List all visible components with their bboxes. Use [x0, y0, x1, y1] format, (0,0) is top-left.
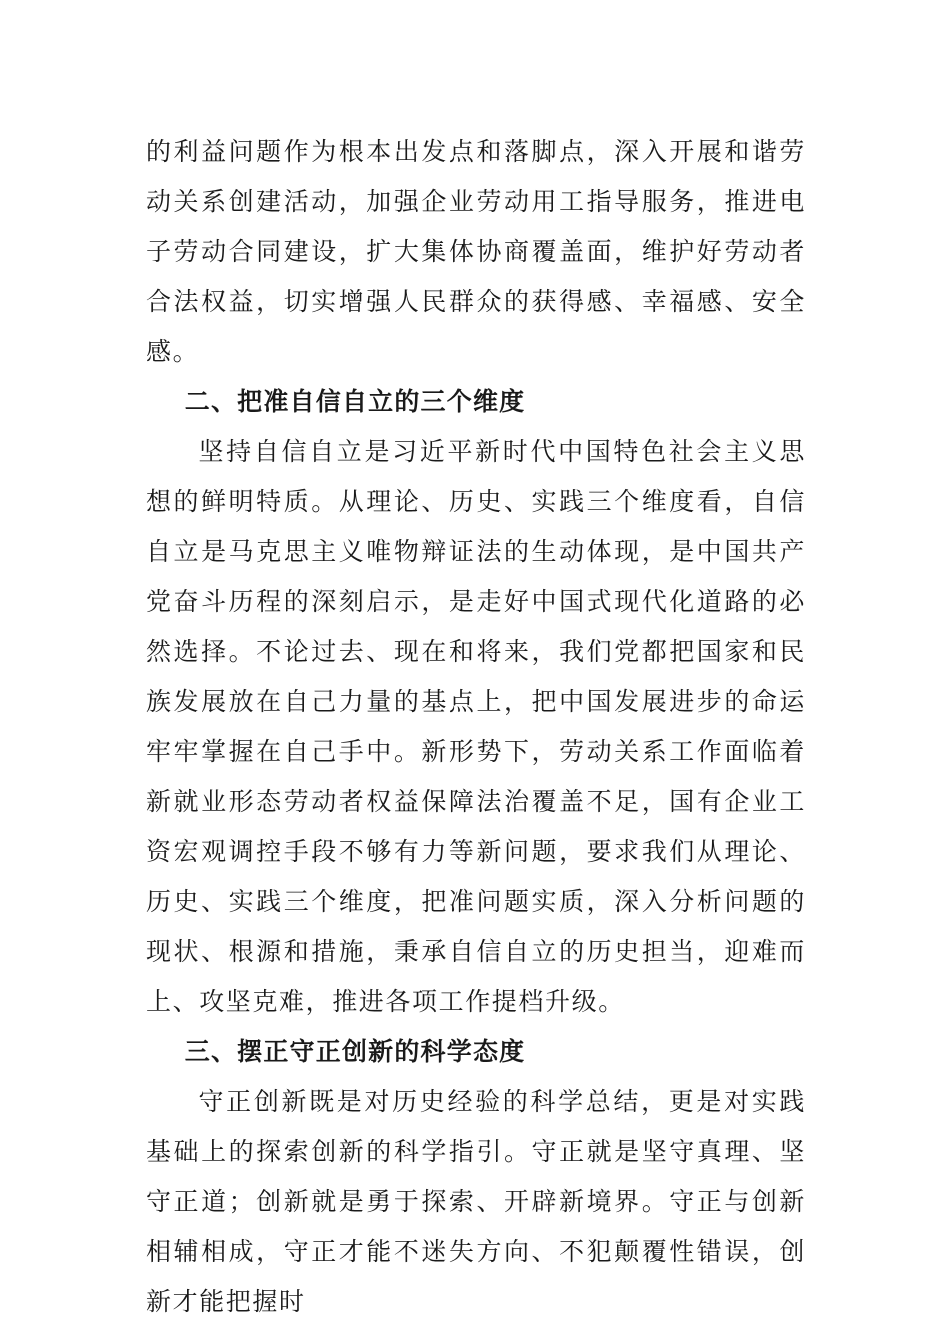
section-heading-3: 三、摆正守正创新的科学态度 — [184, 1037, 526, 1066]
paragraph-self-reliance: 坚持自信自立是习近平新时代中国特色社会主义思想的鲜明特质。从理论、历史、实践三个维度看，自信自立是马克思主义唯物辩证法的生动体现，是中国共产党奋斗历程的深刻启示，是走好中国式现代化道路的必然选择。不论过去、现在和将来，我们党都把国家和民族发展放在自己力量的基点上，把中国发展进步的命运牢牢掌握在自己手中。新形势下，劳动关系工作面临着新就业形态劳动者权益保障法治覆盖不足，国有企业工资宏观调控手段不够有力等新问题，要求我们从理论、历史、实践三个维度，把准问题实质，深入分析问题的现状、根源和措施，秉承自信自立的历史担当，迎难而上、攻坚克难，推进各项工作提档升级。 — [146, 437, 806, 1016]
paragraph-continued: 的利益问题作为根本出发点和落脚点，深入开展和谐劳动关系创建活动，加强企业劳动用工指导服务，推进电子劳动合同建设，扩大集体协商覆盖面，维护好劳动者合法权益，切实增强人民群众的获得感、幸福感、安全感。 — [146, 137, 806, 366]
section-heading-2: 二、把准自信自立的三个维度 — [184, 387, 526, 416]
paragraph-innovation: 守正创新既是对历史经验的科学总结，更是对实践基础上的探索创新的科学指引。守正就是坚守真理、坚守正道；创新就是勇于探索、开辟新境界。守正与创新相辅相成，守正才能不迷失方向、不犯颠覆性错误，创新才能把握时 — [146, 1087, 806, 1316]
document-body — [146, 127, 806, 1327]
